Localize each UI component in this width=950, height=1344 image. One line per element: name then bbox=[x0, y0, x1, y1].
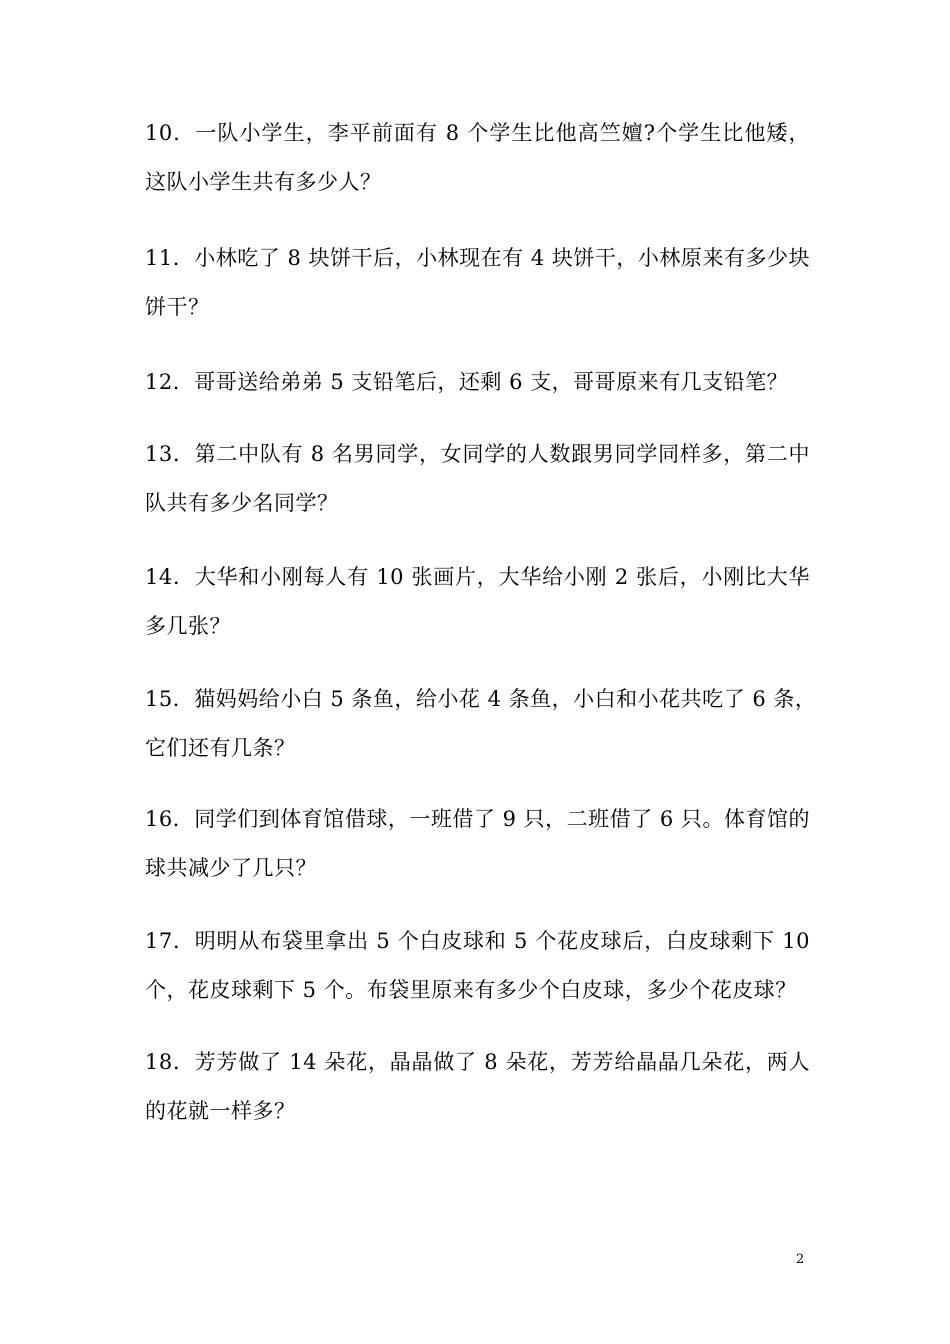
problem-line: 17．明明从布袋里拿出 5 个白皮球和 5 个花皮球后，白皮球剩下 10 bbox=[145, 929, 810, 953]
problem-line: 11．小林吃了 8 块饼干后，小林现在有 4 块饼干，小林原来有多少块 bbox=[145, 246, 810, 270]
problem-line: 18．芳芳做了 14 朵花，晶晶做了 8 朵花，芳芳给晶晶几朵花，两人 bbox=[145, 1050, 810, 1074]
problem-line: 12．哥哥送给弟弟 5 支铅笔后，还剩 6 支，哥哥原来有几支铅笔？ bbox=[145, 370, 789, 394]
problem-line: 队共有多少名同学？ bbox=[145, 491, 339, 515]
problem-line: 它们还有几条？ bbox=[145, 736, 296, 760]
problem-line: 的花就一样多？ bbox=[145, 1099, 296, 1123]
page-number: 2 bbox=[796, 1252, 805, 1267]
problem-18 bbox=[145, 1047, 810, 1126]
problem-17 bbox=[145, 926, 810, 1005]
problem-14 bbox=[145, 562, 810, 641]
problem-line: 个，花皮球剩下 5 个。布袋里原来有多少个白皮球，多少个花皮球？ bbox=[145, 978, 797, 1002]
problem-line: 这队小学生共有多少人？ bbox=[145, 170, 382, 194]
problem-line: 13．第二中队有 8 名男同学，女同学的人数跟男同学同样多，第二中 bbox=[145, 442, 810, 466]
problem-line: 10．一队小学生，李平前面有 8 个学生比他高竺嬗?个学生比他矮， bbox=[145, 121, 810, 145]
problem-16 bbox=[145, 804, 810, 883]
problem-line: 球共减少了几只？ bbox=[145, 856, 317, 880]
problem-line: 多几张？ bbox=[145, 614, 231, 638]
problem-13 bbox=[145, 439, 810, 518]
problem-11 bbox=[145, 243, 810, 322]
problem-line: 饼干？ bbox=[145, 295, 210, 319]
problem-10 bbox=[145, 118, 810, 197]
problem-12 bbox=[145, 367, 810, 397]
problem-line: 16．同学们到体育馆借球，一班借了 9 只，二班借了 6 只。体育馆的 bbox=[145, 807, 810, 831]
problem-15 bbox=[145, 684, 817, 763]
problem-line: 15．猫妈妈给小白 5 条鱼，给小花 4 条鱼，小白和小花共吃了 6 条， bbox=[145, 687, 817, 711]
problem-line: 14．大华和小刚每人有 10 张画片，大华给小刚 2 张后，小刚比大华 bbox=[145, 565, 810, 589]
